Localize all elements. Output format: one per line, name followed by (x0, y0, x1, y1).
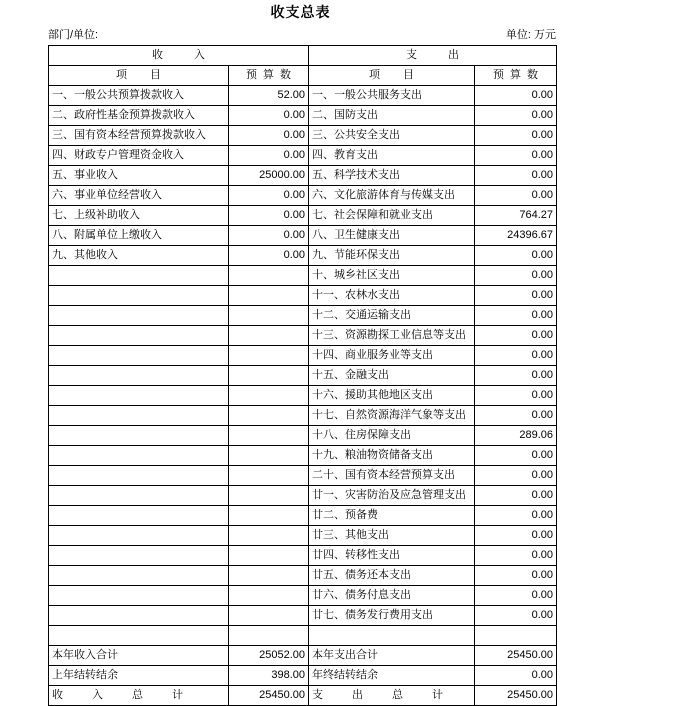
expense-value-cell: 0.00 (475, 486, 557, 506)
expense-grand-total-label: 支 出 总 计 (309, 686, 475, 706)
income-value-cell: 0.00 (229, 106, 309, 126)
expense-grand-total-value: 25450.00 (475, 686, 557, 706)
table-row (49, 326, 557, 346)
income-value-cell (229, 326, 309, 346)
table-row (49, 426, 557, 446)
income-value-cell (229, 426, 309, 446)
income-value-cell (229, 366, 309, 386)
income-value-cell: 0.00 (229, 146, 309, 166)
income-item-cell: 二、政府性基金预算拨款收入 (49, 106, 229, 126)
expense-value-cell: 0.00 (475, 126, 557, 146)
income-item-cell (49, 386, 229, 406)
expense-item-cell: 七、社会保障和就业支出 (309, 206, 475, 226)
expense-value-cell: 0.00 (475, 586, 557, 606)
expense-item-cell: 十四、商业服务业等支出 (309, 346, 475, 366)
income-year-total-label: 本年收入合计 (49, 646, 229, 666)
expense-item-cell: 十二、交通运输支出 (309, 306, 475, 326)
expense-carryover-label: 年终结转结余 (309, 666, 475, 686)
income-item-cell (49, 266, 229, 286)
income-grand-total-value: 25450.00 (229, 686, 309, 706)
expense-item-cell: 廿四、转移性支出 (309, 546, 475, 566)
income-value-cell (229, 446, 309, 466)
table-row (49, 86, 557, 106)
income-item-cell (49, 606, 229, 626)
income-value-cell (229, 546, 309, 566)
income-item-cell (49, 326, 229, 346)
income-value-cell (229, 386, 309, 406)
expense-value-cell: 0.00 (475, 286, 557, 306)
income-value-cell (229, 346, 309, 366)
table-row (49, 146, 557, 166)
expense-value-cell: 0.00 (475, 546, 557, 566)
table-row (49, 346, 557, 366)
income-item-cell (49, 466, 229, 486)
table-row (49, 626, 557, 646)
expense-value-cell: 0.00 (475, 326, 557, 346)
table-body (49, 86, 557, 646)
group-header-row (49, 46, 557, 66)
income-budget-column-header: 预算数 (229, 66, 309, 86)
income-value-cell: 0.00 (229, 126, 309, 146)
income-value-cell: 52.00 (229, 86, 309, 106)
income-item-cell (49, 486, 229, 506)
page-title: 收支总表 (270, 4, 331, 20)
expense-item-cell: 廿七、债务发行费用支出 (309, 606, 475, 626)
income-item-cell: 五、事业收入 (49, 166, 229, 186)
expense-item-cell: 四、教育支出 (309, 146, 475, 166)
expense-value-cell: 0.00 (475, 606, 557, 626)
income-item-cell: 三、国有资本经营预算拨款收入 (49, 126, 229, 146)
expense-carryover-value: 0.00 (475, 666, 557, 686)
expense-item-cell: 一、一般公共服务支出 (309, 86, 475, 106)
expense-value-cell: 764.27 (475, 206, 557, 226)
income-item-cell (49, 286, 229, 306)
income-item-cell: 四、财政专户管理资金收入 (49, 146, 229, 166)
expense-value-cell: 0.00 (475, 106, 557, 126)
expense-item-cell: 廿一、灾害防治及应急管理支出 (309, 486, 475, 506)
table-row (49, 246, 557, 266)
expense-value-cell: 0.00 (475, 566, 557, 586)
table-row (49, 106, 557, 126)
income-group-header: 收 入 (49, 46, 309, 66)
expense-value-cell: 0.00 (475, 506, 557, 526)
expense-value-cell (475, 626, 557, 646)
income-value-cell (229, 566, 309, 586)
table-row (49, 386, 557, 406)
expense-value-cell: 0.00 (475, 446, 557, 466)
table-row (49, 126, 557, 146)
expense-value-cell: 289.06 (475, 426, 557, 446)
table-row (49, 566, 557, 586)
table-row (49, 406, 557, 426)
expense-item-cell: 廿二、预备费 (309, 506, 475, 526)
expense-value-cell: 0.00 (475, 146, 557, 166)
expense-group-header: 支 出 (309, 46, 557, 66)
income-item-cell (49, 346, 229, 366)
table-row (49, 446, 557, 466)
expense-budget-column-header: 预算数 (475, 66, 557, 86)
income-item-cell (49, 566, 229, 586)
table-row (49, 606, 557, 626)
income-item-cell (49, 586, 229, 606)
table-row-year-total (49, 646, 557, 666)
expense-item-cell: 廿五、债务还本支出 (309, 566, 475, 586)
table-row (49, 166, 557, 186)
expense-item-cell: 十八、住房保障支出 (309, 426, 475, 446)
expense-item-cell: 五、科学技术支出 (309, 166, 475, 186)
table-row (49, 186, 557, 206)
table-row (49, 206, 557, 226)
income-value-cell (229, 606, 309, 626)
table-row (49, 486, 557, 506)
income-value-cell (229, 506, 309, 526)
table-row-grand-total (49, 686, 557, 706)
income-item-cell (49, 526, 229, 546)
income-value-cell (229, 306, 309, 326)
column-header-row (49, 66, 557, 86)
expense-value-cell: 0.00 (475, 166, 557, 186)
income-item-cell (49, 446, 229, 466)
income-value-cell: 0.00 (229, 186, 309, 206)
expense-year-total-value: 25450.00 (475, 646, 557, 666)
expense-item-cell: 九、节能环保支出 (309, 246, 475, 266)
expense-item-cell: 十九、粮油物资储备支出 (309, 446, 475, 466)
expense-item-cell: 廿六、债务付息支出 (309, 586, 475, 606)
table-row (49, 286, 557, 306)
income-item-cell: 一、一般公共预算拨款收入 (49, 86, 229, 106)
income-value-cell (229, 406, 309, 426)
table-row (49, 466, 557, 486)
income-value-cell: 25000.00 (229, 166, 309, 186)
expense-item-cell: 三、公共安全支出 (309, 126, 475, 146)
expense-value-cell: 0.00 (475, 406, 557, 426)
income-item-cell (49, 426, 229, 446)
currency-unit-label: 单位: 万元 (505, 29, 556, 41)
income-item-cell (49, 406, 229, 426)
table-row (49, 526, 557, 546)
expense-value-cell: 0.00 (475, 306, 557, 326)
expense-item-cell: 十七、自然资源海洋气象等支出 (309, 406, 475, 426)
table-row (49, 546, 557, 566)
income-value-cell (229, 266, 309, 286)
table-footer (49, 646, 557, 706)
income-item-cell: 九、其他收入 (49, 246, 229, 266)
expense-item-cell: 八、卫生健康支出 (309, 226, 475, 246)
table-row (49, 506, 557, 526)
income-grand-total-label: 收 入 总 计 (49, 686, 229, 706)
expense-value-cell: 0.00 (475, 526, 557, 546)
table-header (49, 46, 557, 86)
meta-row (48, 26, 556, 42)
income-value-cell (229, 526, 309, 546)
expense-value-cell: 0.00 (475, 86, 557, 106)
income-item-cell (49, 506, 229, 526)
expense-item-cell: 十一、农林水支出 (309, 286, 475, 306)
expense-item-cell: 二十、国有资本经营预算支出 (309, 466, 475, 486)
income-item-cell (49, 366, 229, 386)
income-item-cell: 七、上级补助收入 (49, 206, 229, 226)
expense-value-cell: 0.00 (475, 346, 557, 366)
table-row (49, 366, 557, 386)
income-item-cell (49, 546, 229, 566)
income-item-cell (49, 626, 229, 646)
expense-value-cell: 24396.67 (475, 226, 557, 246)
expense-item-cell: 十、城乡社区支出 (309, 266, 475, 286)
income-item-cell: 八、附属单位上缴收入 (49, 226, 229, 246)
expense-value-cell: 0.00 (475, 186, 557, 206)
table-row-carryover (49, 666, 557, 686)
expense-item-cell: 六、文化旅游体育与传媒支出 (309, 186, 475, 206)
table-row (49, 266, 557, 286)
expense-year-total-label: 本年支出合计 (309, 646, 475, 666)
income-item-column-header: 项 目 (49, 66, 229, 86)
income-carryover-value: 398.00 (229, 666, 309, 686)
budget-summary-table (48, 45, 557, 706)
expense-item-cell: 二、国防支出 (309, 106, 475, 126)
expense-value-cell: 0.00 (475, 366, 557, 386)
table-row (49, 306, 557, 326)
income-value-cell (229, 286, 309, 306)
income-carryover-label: 上年结转结余 (49, 666, 229, 686)
expense-value-cell: 0.00 (475, 466, 557, 486)
expense-item-cell: 十三、资源勘探工业信息等支出 (309, 326, 475, 346)
department-unit-label: 部门/单位: (48, 29, 99, 41)
table-row (49, 586, 557, 606)
income-value-cell (229, 466, 309, 486)
table-row (49, 226, 557, 246)
income-value-cell (229, 486, 309, 506)
income-item-cell (49, 306, 229, 326)
income-value-cell: 0.00 (229, 246, 309, 266)
income-year-total-value: 25052.00 (229, 646, 309, 666)
expense-item-cell: 十六、援助其他地区支出 (309, 386, 475, 406)
income-value-cell (229, 586, 309, 606)
expense-item-cell: 十五、金融支出 (309, 366, 475, 386)
expense-value-cell: 0.00 (475, 246, 557, 266)
income-value-cell: 0.00 (229, 206, 309, 226)
expense-item-cell: 廿三、其他支出 (309, 526, 475, 546)
expense-value-cell: 0.00 (475, 386, 557, 406)
expense-item-cell (309, 626, 475, 646)
income-item-cell: 六、事业单位经营收入 (49, 186, 229, 206)
expense-value-cell: 0.00 (475, 266, 557, 286)
income-value-cell (229, 626, 309, 646)
expense-item-column-header: 项 目 (309, 66, 475, 86)
income-value-cell: 0.00 (229, 226, 309, 246)
